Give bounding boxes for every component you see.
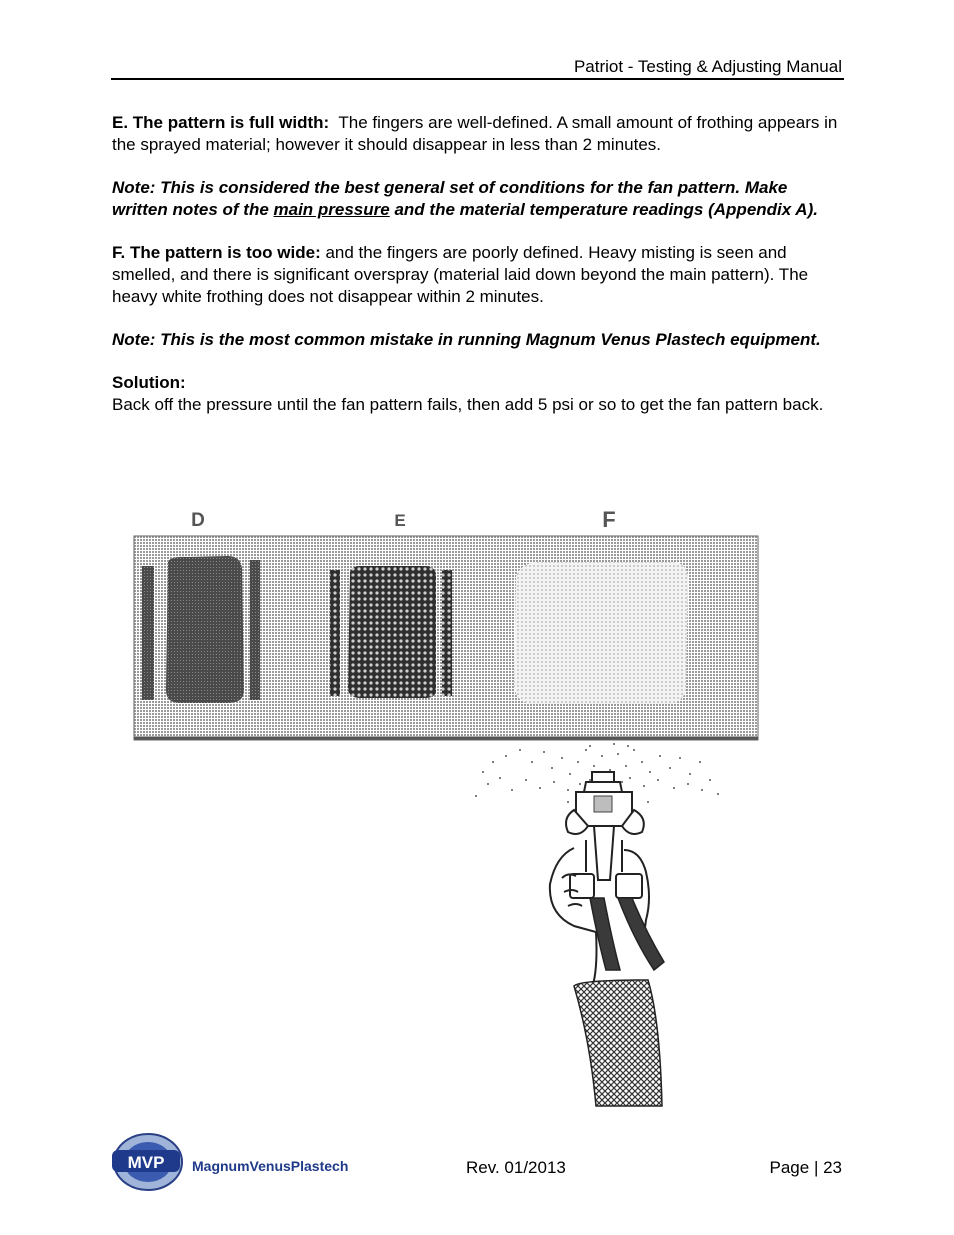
logo-brand-text: MagnumVenusPlastech xyxy=(192,1158,349,1174)
section-e-heading: E. The pattern is full width: xyxy=(112,113,330,132)
header-title: Patriot - Testing & Adjusting Manual xyxy=(573,57,842,76)
note-e-underlined: main pressure xyxy=(273,199,390,219)
solution-body: Back off the pressure until the fan pattern fails, then add 5 psi or so to get the fan pattern back. xyxy=(112,395,824,415)
note-e-after: and the material temperature readings (Appendix A). xyxy=(389,199,818,219)
solution-heading-text: Solution: xyxy=(112,373,186,393)
label-e: E xyxy=(394,511,406,530)
mvp-logo xyxy=(110,1130,400,1194)
spray-gun xyxy=(566,772,644,898)
section-e-body: The fingers are well-defined. A small amount of frothing appears in the sprayed material; however it should disappear in less than 2 minutes. xyxy=(112,113,838,154)
note-best-conditions xyxy=(112,177,847,220)
page-number: Page | 23 xyxy=(769,1158,842,1177)
header-rule xyxy=(111,78,844,80)
label-f: F xyxy=(602,507,616,532)
label-d: D xyxy=(191,510,205,531)
note-common-mistake: Note: This is the most common mistake in running Magnum Venus Plastech equipment. xyxy=(112,329,821,349)
pattern-f xyxy=(514,562,688,704)
logo-mvp-text: MVP xyxy=(127,1153,165,1172)
section-f-heading: F. The pattern is too wide: xyxy=(112,243,321,263)
section-e-paragraph xyxy=(112,112,847,155)
solution-heading xyxy=(112,372,847,394)
revision-label: Rev. 01/2013 xyxy=(466,1158,566,1177)
note-e-before: Note: This is considered the best general set of conditions for the fan pattern. Make written notes of the xyxy=(112,178,788,219)
spray-pattern-figure xyxy=(128,500,768,1110)
page-content xyxy=(112,112,847,416)
spray-pattern-illustration xyxy=(128,500,768,1110)
section-f-body: and the fingers are poorly defined. Heavy misting is seen and smelled, and there is significant overspray (material laid down beyond the main pattern). The heavy white frothing does not disappear within 2 minutes. xyxy=(112,243,809,306)
section-f-paragraph xyxy=(112,242,847,307)
